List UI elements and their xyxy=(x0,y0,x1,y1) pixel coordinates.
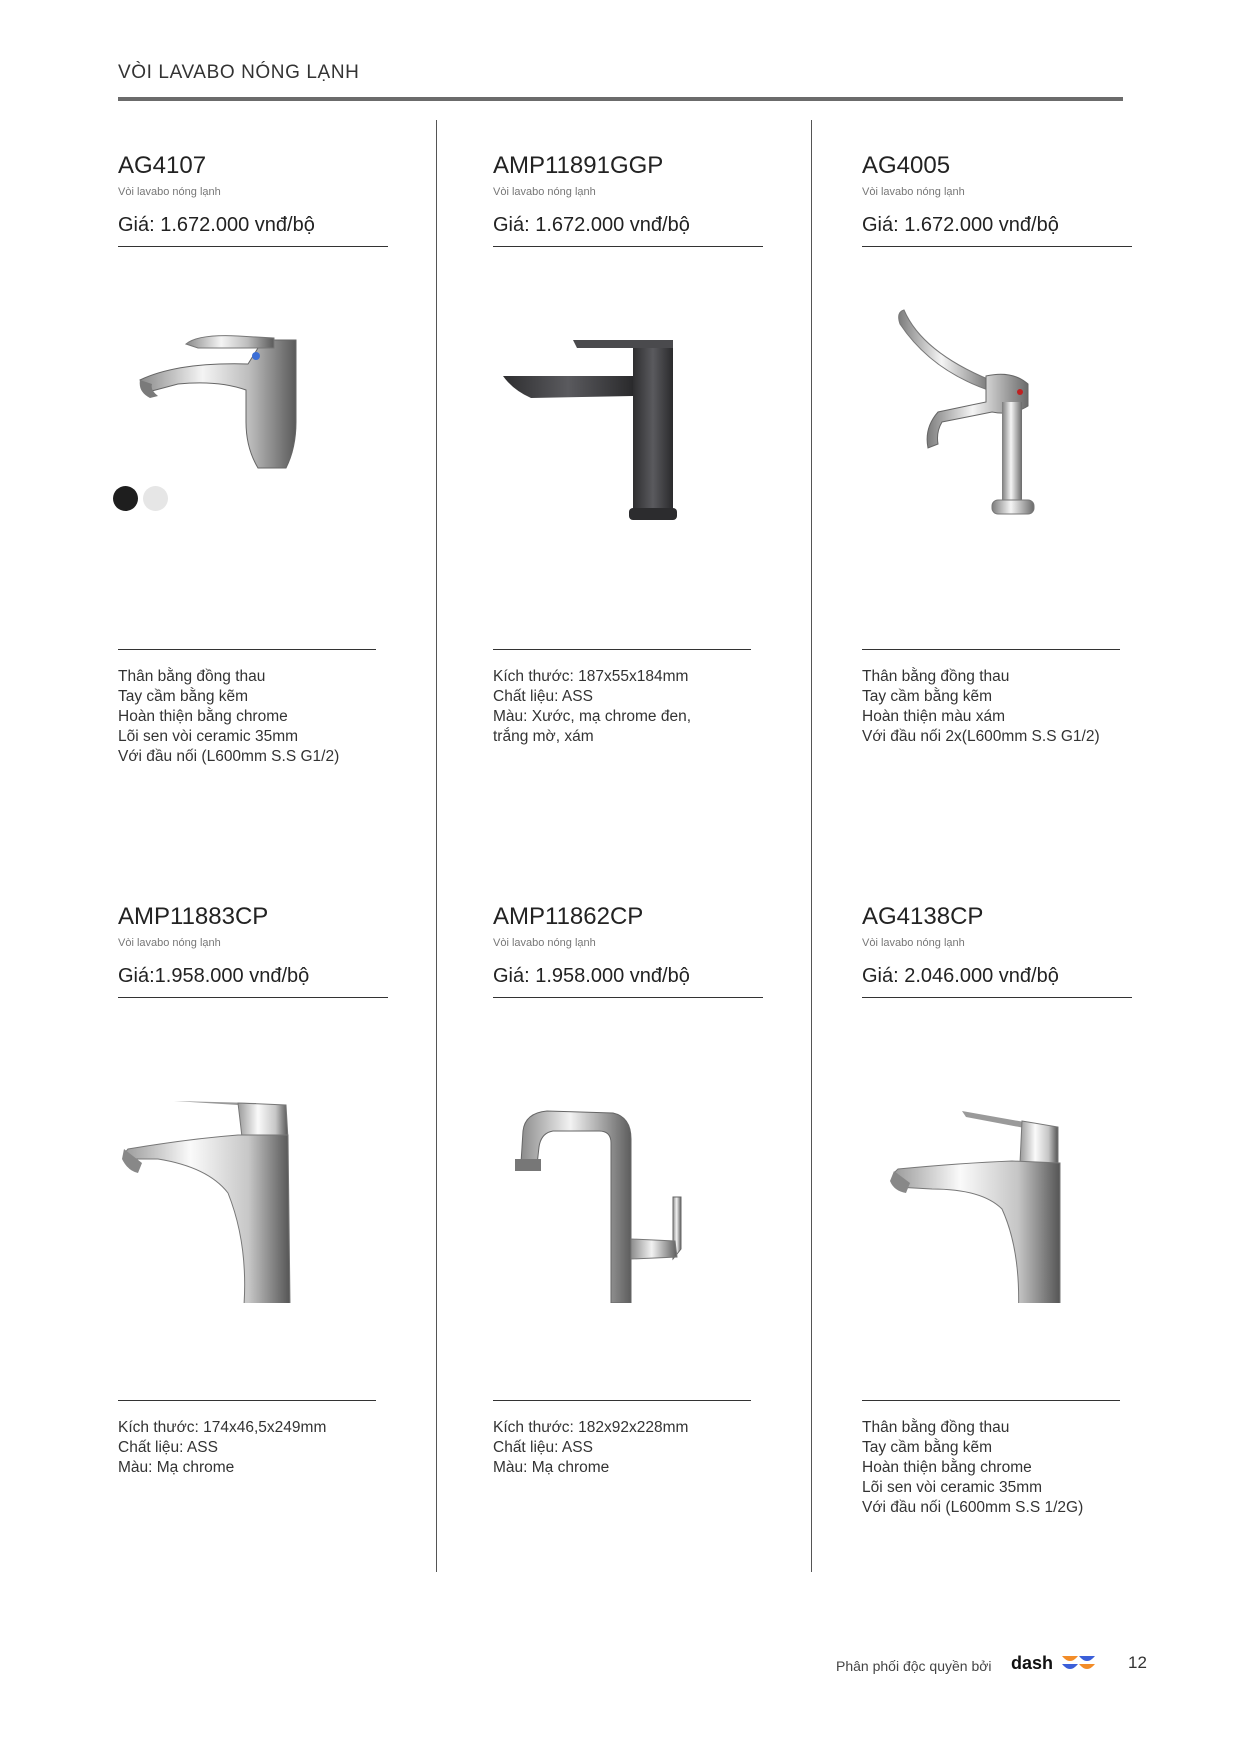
chrome-basin-faucet-icon xyxy=(862,1003,1132,1303)
spec-line: Thân bằng đồng thau xyxy=(118,668,266,685)
price-rule xyxy=(493,246,763,247)
product-specs xyxy=(118,667,388,767)
spec-line: Với đầu nối (L600mm S.S 1/2G) xyxy=(862,1499,1084,1516)
spec-line: Màu: Mạ chrome xyxy=(493,1459,610,1476)
product-subtitle: Vòi lavabo nóng lạnh xyxy=(862,186,965,198)
product-image xyxy=(862,252,1132,552)
spec-line: Hoàn thiện màu xám xyxy=(862,708,1006,725)
product-price: Giá: 1.672.000 vnđ/bộ xyxy=(493,214,690,236)
spec-line: trắng mờ, xám xyxy=(493,728,594,745)
product-subtitle: Vòi lavabo nóng lạnh xyxy=(118,186,221,198)
spec-line: Kích thước: 187x55x184mm xyxy=(493,668,689,685)
product-specs xyxy=(118,1418,388,1478)
product-image xyxy=(493,1003,763,1303)
long-lever-faucet-icon xyxy=(862,252,1132,552)
gooseneck-faucet-icon xyxy=(493,1003,763,1303)
product-specs xyxy=(862,1418,1132,1518)
footer-distributor-text: Phân phối độc quyền bởi xyxy=(836,1658,992,1674)
price-rule xyxy=(118,246,388,247)
dash-logo-icon xyxy=(1060,1652,1098,1676)
product-subtitle: Vòi lavabo nóng lạnh xyxy=(493,186,596,198)
product-image xyxy=(118,252,388,552)
page-number: 12 xyxy=(1128,1653,1147,1672)
product-subtitle: Vòi lavabo nóng lạnh xyxy=(118,937,221,949)
spec-line: Tay cầm bằng kẽm xyxy=(118,688,249,705)
product-image xyxy=(118,1003,388,1303)
spec-line: Với đầu nối 2x(L600mm S.S G1/2) xyxy=(862,728,1100,745)
column-divider xyxy=(436,120,437,1572)
brand-name: dash xyxy=(1011,1652,1054,1673)
product-specs xyxy=(862,667,1132,747)
spec-line: Tay cầm bằng kẽm xyxy=(862,688,993,705)
product-code: AMP11862CP xyxy=(493,903,644,930)
spec-line: Thân bằng đồng thau xyxy=(862,668,1010,685)
description-rule xyxy=(862,649,1120,650)
spec-line: Chất liệu: ASS xyxy=(493,1439,593,1456)
spec-line: Kích thước: 174x46,5x249mm xyxy=(118,1419,327,1436)
product-code: AMP11891GGP xyxy=(493,152,664,179)
product-specs xyxy=(493,667,763,747)
product-card-amp11862cp xyxy=(493,903,763,1476)
product-card-ag4138cp xyxy=(862,903,1132,1516)
price-rule xyxy=(862,997,1132,998)
spec-line: Tay cầm bằng kẽm xyxy=(862,1439,993,1456)
title-rule xyxy=(118,97,1123,101)
spec-line: Lõi sen vòi ceramic 35mm xyxy=(118,728,299,745)
product-subtitle: Vòi lavabo nóng lạnh xyxy=(862,937,965,949)
product-code: AG4138CP xyxy=(862,903,984,930)
spec-line: Hoàn thiện bằng chrome xyxy=(862,1459,1032,1476)
dash-logo xyxy=(1011,1652,1098,1680)
product-specs xyxy=(493,1418,763,1478)
spec-line: Lõi sen vòi ceramic 35mm xyxy=(862,1479,1043,1496)
price-rule xyxy=(862,246,1132,247)
description-rule xyxy=(118,649,376,650)
spec-line: Với đầu nối (L600mm S.S G1/2) xyxy=(118,748,340,765)
spec-line: Chất liệu: ASS xyxy=(118,1439,218,1456)
spec-line: Màu: Xước, mạ chrome đen, xyxy=(493,708,692,725)
description-rule xyxy=(862,1400,1120,1401)
spec-line: Hoàn thiện bằng chrome xyxy=(118,708,288,725)
product-price: Giá: 1.672.000 vnđ/bộ xyxy=(862,214,1059,236)
product-card-amp11883cp xyxy=(118,903,388,1476)
color-swatch-white[interactable] xyxy=(143,486,168,511)
page-title: VÒI LAVABO NÓNG LẠNH xyxy=(118,62,360,83)
product-card-ag4107 xyxy=(118,152,388,765)
product-image xyxy=(862,1003,1132,1303)
description-rule xyxy=(493,1400,751,1401)
price-rule xyxy=(493,997,763,998)
color-swatch-black[interactable] xyxy=(113,486,138,511)
product-card-ag4005 xyxy=(862,152,1132,745)
product-price: Giá:1.958.000 vnđ/bộ xyxy=(118,965,310,987)
description-rule xyxy=(493,649,751,650)
product-price: Giá: 1.958.000 vnđ/bộ xyxy=(493,965,690,987)
product-image xyxy=(493,252,763,552)
spec-line: Màu: Mạ chrome xyxy=(118,1459,235,1476)
product-code: AMP11883CP xyxy=(118,903,269,930)
column-divider xyxy=(811,120,812,1572)
product-price: Giá: 1.672.000 vnđ/bộ xyxy=(118,214,315,236)
product-price: Giá: 2.046.000 vnđ/bộ xyxy=(862,965,1059,987)
spec-line: Kích thước: 182x92x228mm xyxy=(493,1419,689,1436)
product-subtitle: Vòi lavabo nóng lạnh xyxy=(493,937,596,949)
spec-line: Thân bằng đồng thau xyxy=(862,1419,1010,1436)
product-card-amp11891ggp xyxy=(493,152,763,745)
product-code: AG4107 xyxy=(118,152,207,179)
description-rule xyxy=(118,1400,376,1401)
price-rule xyxy=(118,997,388,998)
spec-line: Chất liệu: ASS xyxy=(493,688,593,705)
gunmetal-faucet-icon xyxy=(493,252,763,552)
chrome-basin-faucet-icon xyxy=(118,1003,388,1303)
product-code: AG4005 xyxy=(862,152,951,179)
